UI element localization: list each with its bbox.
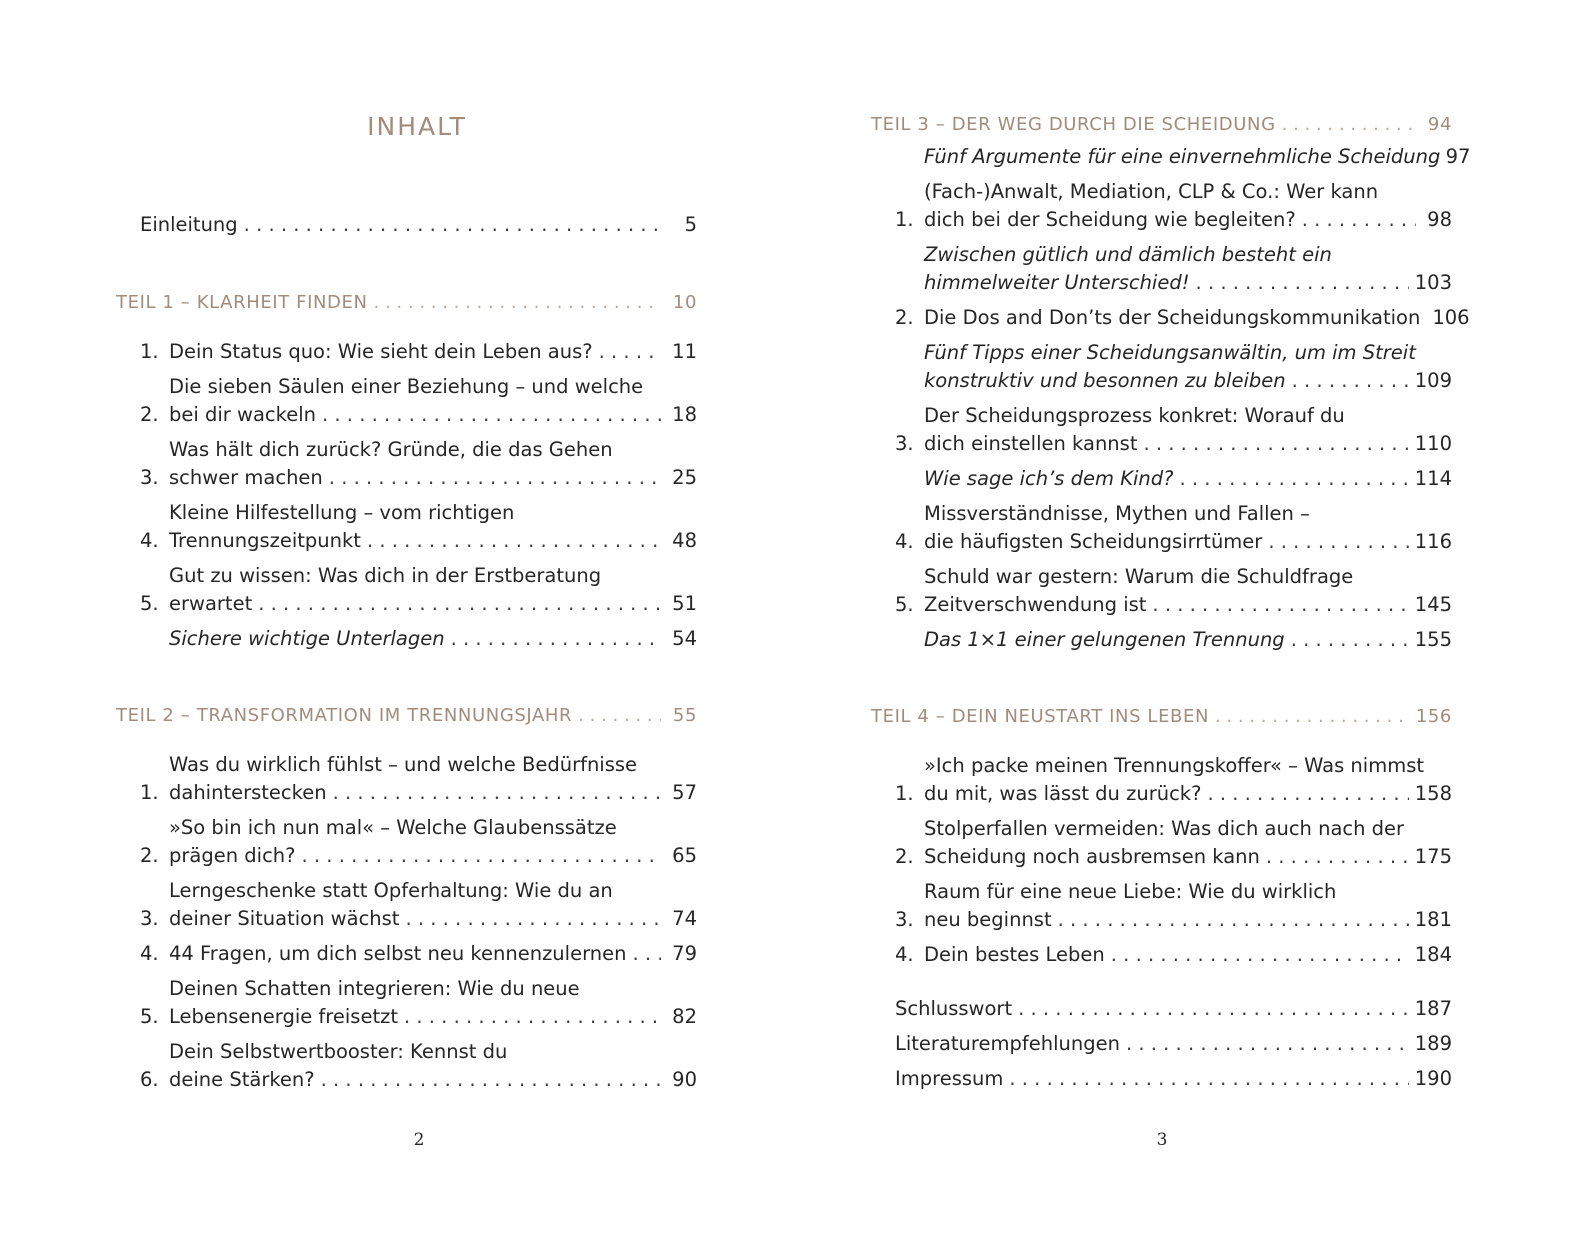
page-number: 55: [672, 705, 697, 726]
dot-leader: [244, 211, 661, 239]
page-number: 190: [1414, 1067, 1452, 1090]
toc-entry[interactable]: 4. Kleine Hilfestellung – vom richtigen Trennungszeitpunkt . . . 48: [140, 499, 697, 555]
toc-entry[interactable]: 3. Der Scheidungsprozess konkret: Worauf du dich einstellen kannst . . . 110: [895, 402, 1452, 458]
page-number: 175: [1414, 845, 1452, 868]
folio-right: 3: [1156, 1130, 1168, 1150]
entry-number: 1.: [140, 781, 159, 804]
toc-entry[interactable]: 6. Dein Selbstwertbooster: Kennst du deine Stärken? . . . 90: [140, 1038, 697, 1094]
dot-leader: [302, 842, 661, 870]
entry-number: 4.: [895, 943, 914, 966]
entry-number: 1.: [895, 208, 914, 231]
entry-number: 3.: [140, 466, 159, 489]
dot-leader: [1196, 269, 1409, 297]
dot-leader: [1126, 1030, 1409, 1058]
toc-title: INHALT: [367, 112, 467, 141]
entry-number: 3.: [895, 908, 914, 931]
toc-entry[interactable]: 1. Was du wirklich fühlst – und welche Bedürfnisse dahinterstecken . . . 57: [140, 751, 697, 807]
dot-leader: [1143, 430, 1408, 458]
dot-leader: [1215, 703, 1410, 731]
page-number: 155: [1414, 628, 1452, 651]
dot-leader: [1266, 843, 1409, 871]
page-number: 11: [672, 340, 697, 363]
page-number: 106: [1432, 306, 1470, 329]
page-number: 98: [1427, 208, 1452, 231]
entry-number: 2.: [895, 306, 914, 329]
entry-number: 4.: [140, 942, 159, 965]
toc-entry[interactable]: 5. Schuld war gestern: Warum die Schuldfrage Zeitverschwendung ist . . . 145: [895, 563, 1452, 619]
page-number: 109: [1414, 369, 1452, 392]
toc-entry[interactable]: 2. Die Dos and Don’ts der Scheidungskommunikation 106: [895, 304, 1452, 332]
page-number: 90: [672, 1068, 697, 1091]
dot-leader: [405, 905, 661, 933]
dot-leader: [1292, 367, 1409, 395]
dot-leader: [1207, 780, 1408, 808]
dot-leader: [1268, 528, 1408, 556]
dot-leader: [367, 527, 661, 555]
entry-number: 1.: [140, 340, 159, 363]
page-number: 74: [672, 907, 697, 930]
toc-entry[interactable]: 1. »Ich packe meinen Trennungskoffer« – Was nimmst du mit, was lässt du zurück? . . . 158: [895, 752, 1452, 808]
entry-number: 5.: [140, 1005, 159, 1028]
part-heading-2[interactable]: TEIL 2 – TRANSFORMATION IM TRENNUNGSJAHR . . . 55: [116, 702, 697, 730]
dot-leader: [258, 590, 661, 618]
page-number: 5: [684, 213, 697, 236]
dot-leader: [1111, 941, 1409, 969]
page-number: 156: [1415, 706, 1452, 727]
page-number: 57: [672, 781, 697, 804]
toc-entry[interactable]: 4. 44 Fragen, um dich selbst neu kennenzulernen . . . 79: [140, 940, 697, 968]
entry-number: 4.: [140, 529, 159, 552]
page-number: 116: [1414, 530, 1452, 553]
toc-entry[interactable]: 3. Raum für eine neue Liebe: Wie du wirklich neu beginnst . . . 181: [895, 878, 1452, 934]
dot-leader: [1291, 626, 1409, 654]
dot-leader: [599, 338, 661, 366]
toc-entry[interactable]: 2. Stolperfallen vermeiden: Was dich auch nach der Scheidung noch ausbremsen kann . . . 175: [895, 815, 1452, 871]
dot-leader: [1152, 591, 1408, 619]
toc-entry[interactable]: 2. Die sieben Säulen einer Beziehung – und welche bei dir wackeln . . . 18: [140, 373, 697, 429]
entry-number: 2.: [895, 845, 914, 868]
dot-leader: [321, 1066, 661, 1094]
page-number: 25: [672, 466, 697, 489]
entry-number: 1.: [895, 782, 914, 805]
dot-leader: [632, 940, 661, 968]
page-number: 187: [1414, 997, 1452, 1020]
dot-leader: [1282, 111, 1416, 139]
dot-leader: [1058, 906, 1409, 934]
entry-number: 3.: [140, 907, 159, 930]
dot-leader: [333, 779, 661, 807]
dot-leader: [451, 625, 661, 653]
folio-left: 2: [413, 1130, 425, 1150]
right-page: [797, 0, 1594, 1240]
page-number: 110: [1414, 432, 1452, 455]
dot-leader: [374, 289, 661, 317]
page-number: 103: [1414, 271, 1452, 294]
part-heading-1[interactable]: TEIL 1 – KLARHEIT FINDEN . . . 10: [116, 289, 697, 317]
page-number: 189: [1414, 1032, 1452, 1055]
dot-leader: [1302, 206, 1416, 234]
toc-entry-sidebar[interactable]: Zwischen gütlich und dämlich besteht ein himmelweiter Unterschied! . . . 103: [924, 241, 1452, 297]
toc-entry-intro[interactable]: Einleitung . . . 5: [140, 211, 697, 239]
entry-number: 5.: [140, 592, 159, 615]
toc-entry[interactable]: 3. Was hält dich zurück? Gründe, die das Gehen schwer machen . . . 25: [140, 436, 697, 492]
part-heading-3[interactable]: TEIL 3 – DER WEG DURCH DIE SCHEIDUNG . . . 94: [871, 111, 1452, 139]
toc-entry[interactable]: 3. Lerngeschenke statt Opferhaltung: Wie du an deiner Situation wächst . . . 74: [140, 877, 697, 933]
toc-entry-sidebar[interactable]: Das 1×1 einer gelungenen Trennung . . . 155: [924, 626, 1452, 654]
dot-leader: [1018, 995, 1409, 1023]
dot-leader: [329, 464, 661, 492]
page-number: 181: [1414, 908, 1452, 931]
page-number: 10: [672, 292, 697, 313]
page-number: 158: [1414, 782, 1452, 805]
toc-entry-sidebar[interactable]: Sichere wichtige Unterlagen . . . 54: [169, 625, 697, 653]
toc-entry-sidebar[interactable]: Wie sage ich’s dem Kind? . . . 114: [924, 465, 1452, 493]
toc-entry-sidebar[interactable]: Fünf Argumente für eine einvernehmliche Scheidung 97: [924, 143, 1452, 171]
toc-entry[interactable]: 5. Gut zu wissen: Was dich in der Erstberatung erwartet . . . 51: [140, 562, 697, 618]
page-number: 65: [672, 844, 697, 867]
toc-entry-backmatter[interactable]: Literaturempfehlungen . . . 189: [895, 1030, 1452, 1058]
page-number: 54: [672, 627, 697, 650]
toc-entry[interactable]: 2. »So bin ich nun mal« – Welche Glaubenssätze prägen dich? . . . 65: [140, 814, 697, 870]
page-number: 184: [1414, 943, 1452, 966]
dot-leader: [1009, 1065, 1408, 1093]
page-number: 48: [672, 529, 697, 552]
toc-entry[interactable]: 1. (Fach-)Anwalt, Mediation, CLP & Co.: Wer kann dich bei der Scheidung wie begleiten? . . . 98: [895, 178, 1452, 234]
dot-leader: [322, 401, 661, 429]
toc-entry-sidebar[interactable]: Fünf Tipps einer Scheidungsanwältin, um im Streit konstruktiv und besonnen zu bleiben . . . 109: [924, 339, 1452, 395]
entry-number: 4.: [895, 530, 914, 553]
page-number: 51: [672, 592, 697, 615]
page-number: 82: [672, 1005, 697, 1028]
dot-leader: [404, 1003, 661, 1031]
toc-entry[interactable]: 4. Dein bestes Leben . . . 184: [895, 941, 1452, 969]
dot-leader: [578, 702, 661, 730]
toc-entry[interactable]: 5. Deinen Schatten integrieren: Wie du neue Lebensenergie freisetzt . . . 82: [140, 975, 697, 1031]
entry-number: 2.: [140, 403, 159, 426]
page-number: 18: [672, 403, 697, 426]
page-number: 97: [1445, 145, 1471, 168]
entry-number: 5.: [895, 593, 914, 616]
page-number: 145: [1414, 593, 1452, 616]
page-number: 114: [1414, 467, 1452, 490]
part-heading-4[interactable]: TEIL 4 – DEIN NEUSTART INS LEBEN . . . 156: [871, 703, 1452, 731]
page-number: 94: [1427, 114, 1452, 135]
entry-number: 2.: [140, 844, 159, 867]
entry-number: 3.: [895, 432, 914, 455]
toc-entry-backmatter[interactable]: Impressum . . . 190: [895, 1065, 1452, 1093]
dot-leader: [1180, 465, 1409, 493]
toc-entry[interactable]: 4. Missverständnisse, Mythen und Fallen – die häufigsten Scheidungsirrtümer . . . 116: [895, 500, 1452, 556]
toc-entry-backmatter[interactable]: Schlusswort . . . 187: [895, 995, 1452, 1023]
page-number: 79: [672, 942, 697, 965]
entry-number: 6.: [140, 1068, 159, 1091]
toc-entry[interactable]: 1. Dein Status quo: Wie sieht dein Leben aus? . . . 11: [140, 338, 697, 366]
